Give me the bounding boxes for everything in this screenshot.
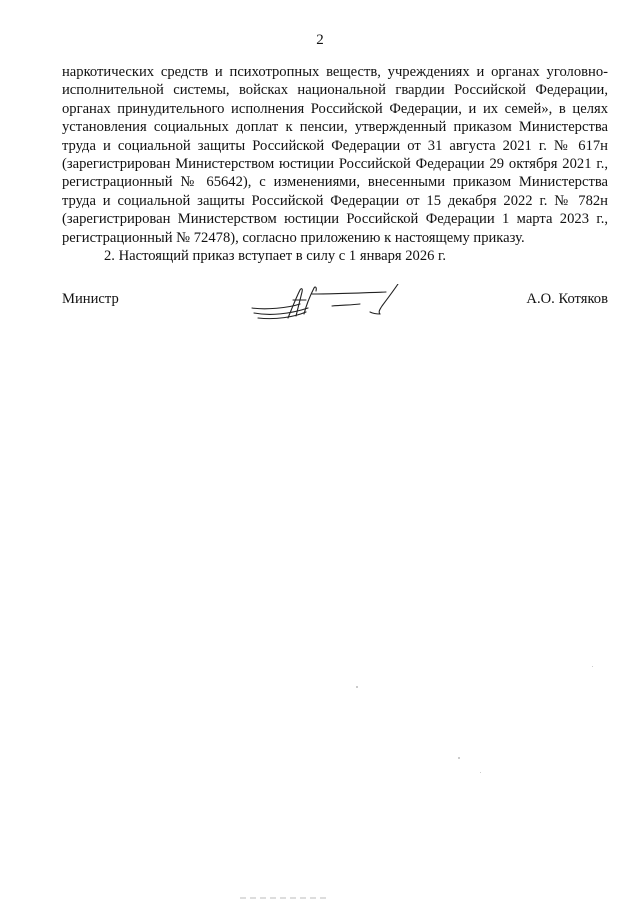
body-line: наркотических средств и психотропных веществ, учреждениях и органах уголовно- [62, 64, 608, 80]
body-line: (зарегистрирован Министерством юстиции Российской Федерации 29 октября 2021 г., [62, 156, 608, 173]
page-number: 2 [316, 32, 324, 48]
scan-speck [356, 686, 358, 688]
body-line: регистрационный № 65642), с изменениями, внесенными приказом Министерства [62, 174, 608, 191]
handwritten-signature [248, 284, 418, 324]
document-body [62, 63, 608, 265]
signatory-name: А.О. Котяков [526, 291, 608, 307]
body-line: регистрационный № 72478), согласно приложению к настоящему приказу. [62, 229, 525, 246]
body-line: исполнительной системы, войсках национальной гвардии Российской Федерации, [62, 82, 608, 99]
scan-speck [480, 772, 481, 773]
scan-edge-mark [240, 897, 330, 899]
body-line: труда и социальной защиты Российской Федерации от 15 декабря 2022 г. № 782н [62, 192, 608, 209]
body-line: труда и социальной защиты Российской Федерации от 31 августа 2021 г. № 617н [62, 137, 608, 154]
signatory-role: Министр [62, 291, 119, 307]
body-line: органах принудительного исполнения Российской Федерации, и их семей», в целях [62, 100, 608, 117]
signature-block [62, 290, 608, 330]
body-line: (зарегистрирован Министерством юстиции Российской Федерации 1 марта 2023 г., [62, 211, 608, 228]
body-line: установления социальных доплат к пенсии, утвержденный приказом Министерства [62, 119, 608, 136]
scan-speck [592, 666, 593, 667]
paragraph-2: 2. Настоящий приказ вступает в силу с 1 января 2026 г. [104, 248, 447, 265]
scan-speck [458, 757, 460, 759]
